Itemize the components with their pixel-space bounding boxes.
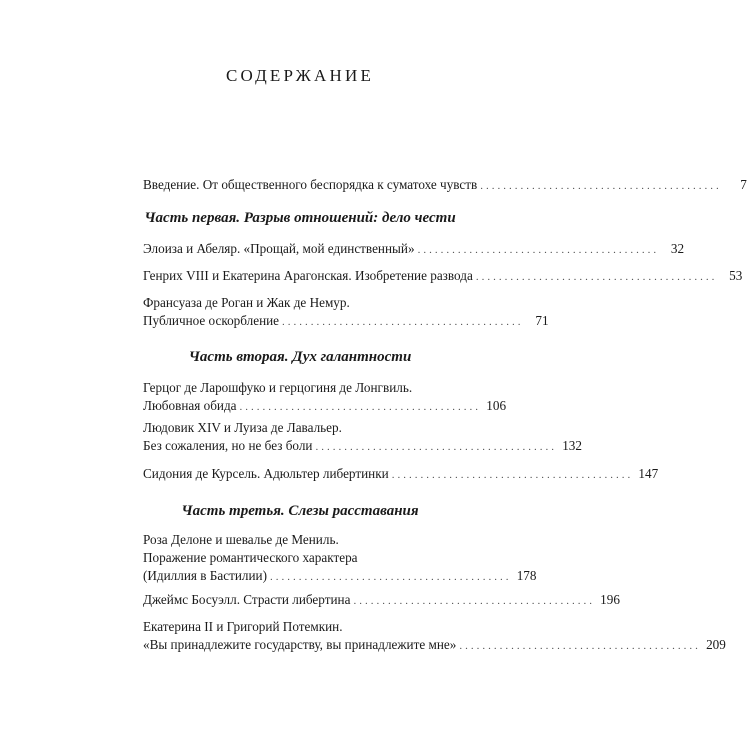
entry-title-line: Франсуаза де Роган и Жак де Немур. bbox=[143, 295, 350, 310]
dot-leader: .......................................... bbox=[417, 244, 660, 256]
entry-title-line: Людовик XIV и Луиза де Лавальер. bbox=[143, 420, 342, 435]
entry-title-line: Екатерина II и Григорий Потемкин. bbox=[143, 619, 343, 634]
entry-title: Введение. От общественного беспорядка к суматохе чувств bbox=[143, 177, 478, 192]
page-title: СОДЕРЖАНИЕ bbox=[225, 66, 375, 85]
entry-title-line: Поражение романтического характера bbox=[143, 550, 358, 565]
toc-entry[interactable] bbox=[143, 531, 537, 586]
entry-title: Сидония де Курсель. Адюльтер либертинки bbox=[143, 466, 389, 481]
dot-leader: .......................................... bbox=[353, 595, 595, 607]
page-number: 147 bbox=[638, 466, 659, 481]
entry-title: Любовная обида bbox=[143, 398, 237, 413]
toc-entry[interactable] bbox=[143, 465, 659, 484]
toc-entry[interactable] bbox=[143, 379, 507, 416]
page-number: 178 bbox=[516, 568, 537, 583]
entry-title: «Вы принадлежите государству, вы принадлежите мне» bbox=[143, 637, 457, 652]
entry-title: Публичное оскорбление bbox=[143, 313, 280, 328]
page-number: 209 bbox=[706, 637, 726, 652]
entry-title: Генрих VIII и Екатерина Арагонская. Изобретение развода bbox=[143, 268, 473, 283]
part-heading-2: Часть вторая. Дух галантности bbox=[188, 349, 412, 365]
part-heading-1: Часть первая. Разрыв отношений: дело чести bbox=[144, 210, 456, 226]
toc-entry[interactable] bbox=[143, 618, 726, 655]
toc-entry[interactable] bbox=[143, 267, 743, 286]
toc-entry[interactable] bbox=[143, 591, 620, 610]
dot-leader: .......................................... bbox=[475, 271, 718, 283]
page-number: 53 bbox=[729, 268, 743, 283]
entry-title: Элоиза и Абеляр. «Прощай, мой единственный» bbox=[143, 241, 415, 256]
entry-title: Без сожаления, но не без боли bbox=[143, 438, 313, 453]
page-number: 106 bbox=[486, 398, 507, 413]
entry-title: (Идиллия в Бастилии) bbox=[143, 568, 267, 583]
page-number: 132 bbox=[562, 438, 582, 453]
page-number: 71 bbox=[535, 313, 549, 328]
dot-leader: .......................................... bbox=[239, 401, 482, 413]
entry-title: Джеймс Босуэлл. Страсти либертина bbox=[143, 592, 351, 607]
toc-entry[interactable] bbox=[143, 294, 549, 331]
entry-title-line: Герцог де Ларошфуко и герцогиня де Лонгвиль. bbox=[143, 380, 413, 395]
toc-entry[interactable] bbox=[143, 419, 582, 456]
page-number: 7 bbox=[740, 177, 747, 192]
dot-leader: .......................................... bbox=[269, 571, 512, 583]
page-number: 196 bbox=[600, 592, 620, 607]
dot-leader: .......................................... bbox=[282, 316, 524, 328]
entry-title-line: Роза Делоне и шевалье де Мениль. bbox=[143, 532, 339, 547]
page-number: 32 bbox=[670, 241, 685, 256]
dot-leader: .......................................... bbox=[459, 640, 701, 652]
toc-entry[interactable] bbox=[143, 240, 685, 259]
part-heading-3: Часть третья. Слезы расставания bbox=[181, 503, 419, 519]
dot-leader: .......................................... bbox=[315, 441, 557, 453]
dot-leader: .......................................... bbox=[391, 469, 634, 481]
dot-leader: .......................................... bbox=[480, 180, 722, 192]
toc-entry-intro[interactable] bbox=[143, 176, 747, 195]
